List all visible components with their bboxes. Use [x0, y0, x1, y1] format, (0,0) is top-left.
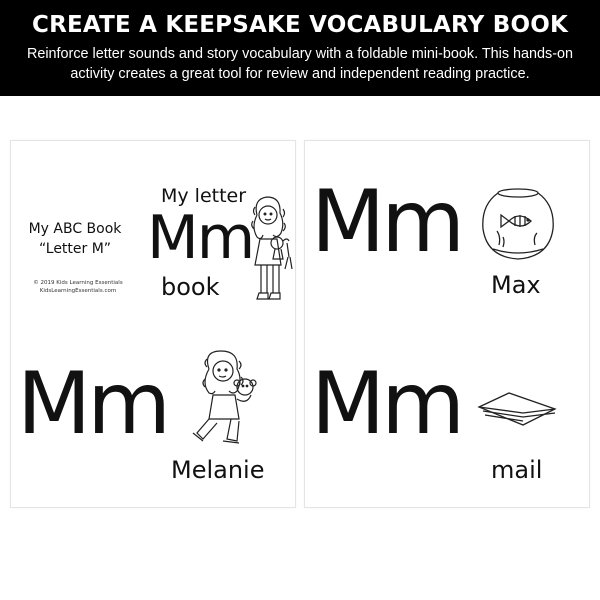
melanie-letter-mm: Mm	[17, 354, 167, 454]
banner-subtitle: Reinforce letter sounds and story vocabulary with a foldable mini-book. This hands-on activity creates a great tool for review and independent reading practice.	[26, 46, 574, 82]
max-word: Max	[491, 271, 541, 299]
copyright-line1: © 2019 Kids Learning Essentials	[33, 280, 123, 286]
fish-bowl-icon	[479, 185, 557, 265]
page-fold-line	[17, 324, 289, 325]
my-letter-text: My letter	[161, 185, 247, 207]
banner-title: CREATE A KEEPSAKE VOCABULARY BOOK	[31, 12, 568, 38]
copyright-notice	[23, 279, 133, 295]
cover-book-word: book	[161, 273, 220, 301]
max-letter-mm: Mm	[311, 172, 461, 272]
cover-book-title	[25, 219, 125, 259]
melanie-word: Melanie	[171, 456, 265, 484]
cover-letter-mm: Mm	[147, 203, 254, 273]
mail-word: mail	[491, 456, 543, 484]
copyright-line2: KidsLearningEssentials.com	[39, 288, 117, 294]
girl-with-monkey-icon	[187, 347, 267, 451]
mini-book-page-left	[10, 140, 296, 508]
cover-title-line1: My ABC Book	[28, 221, 122, 237]
cover-title-line2: “Letter M”	[38, 241, 112, 257]
girl-with-doll-icon	[247, 193, 293, 311]
mini-book-page-right	[304, 140, 590, 508]
envelopes-icon	[475, 389, 559, 429]
header-banner	[0, 0, 600, 96]
mail-letter-mm: Mm	[311, 354, 461, 454]
page-fold-line	[311, 324, 583, 325]
